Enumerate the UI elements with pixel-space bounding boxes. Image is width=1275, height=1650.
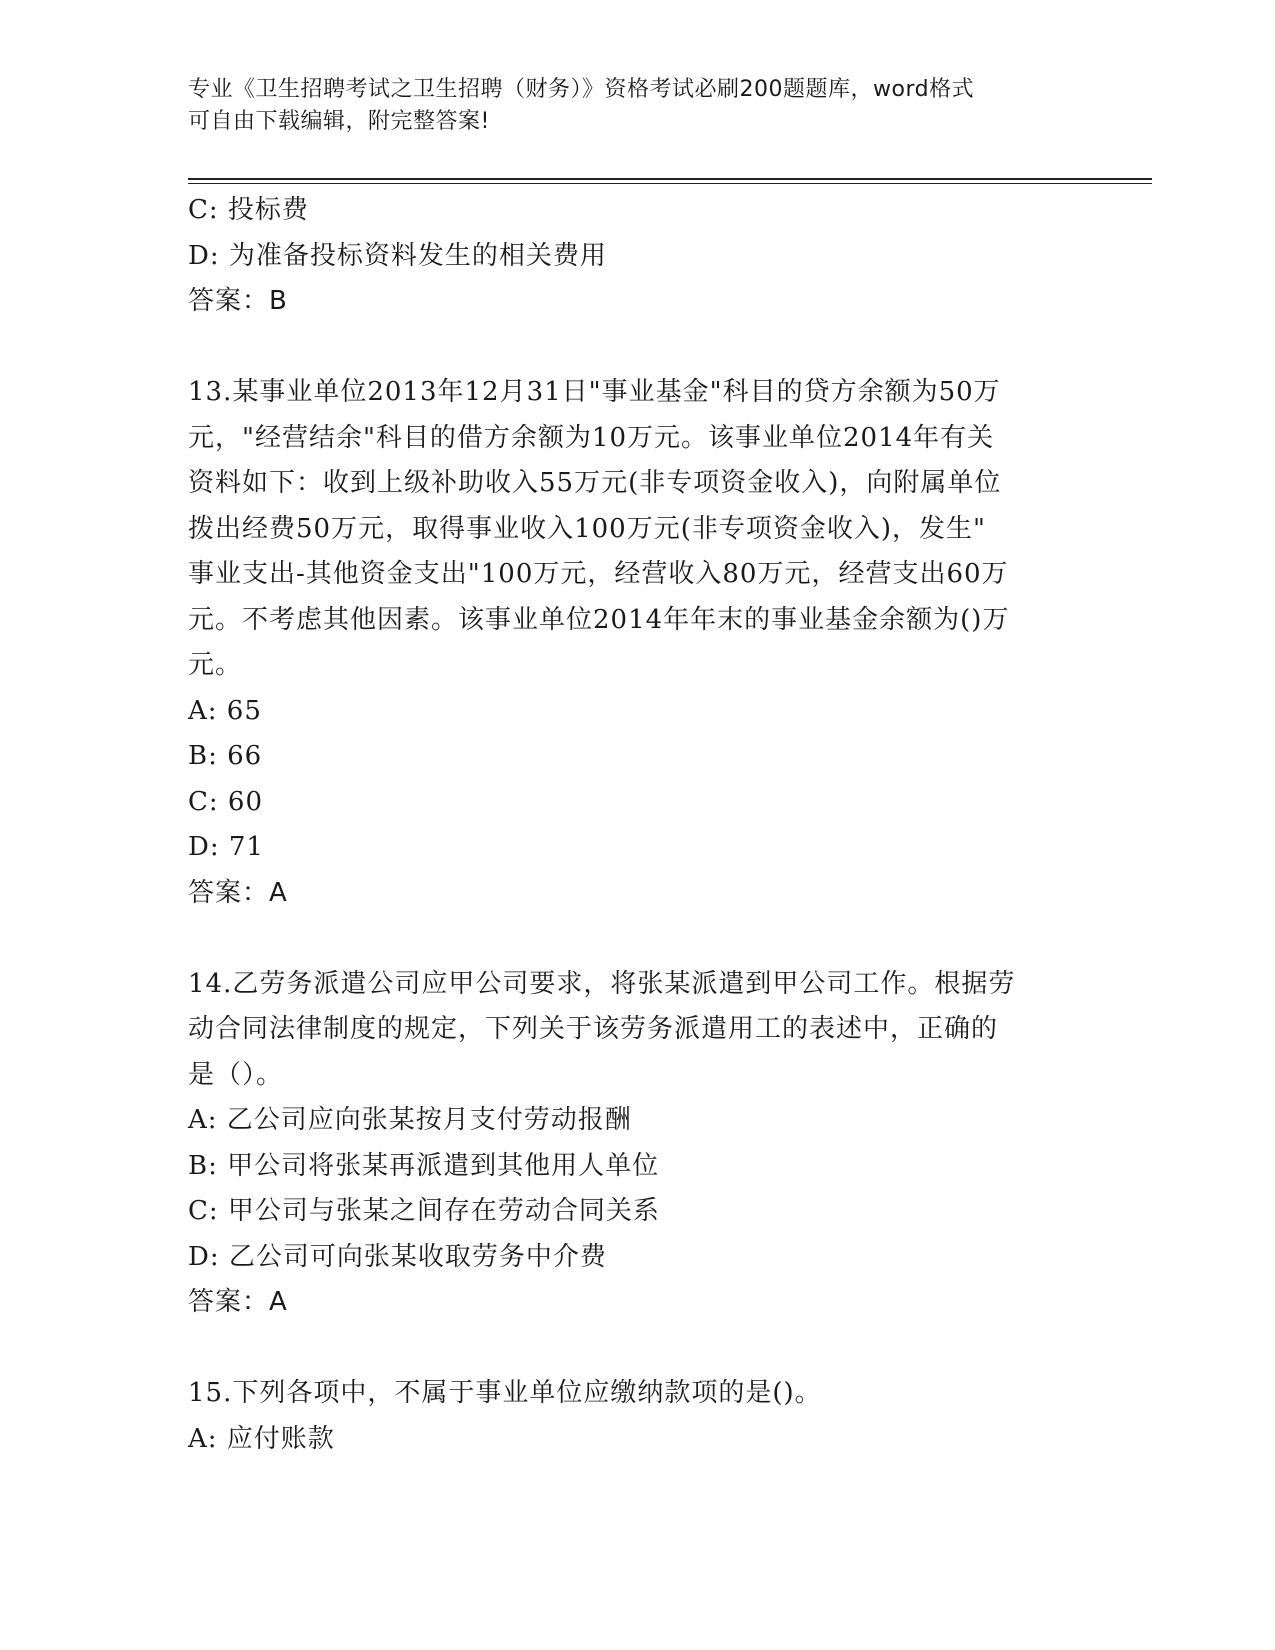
option-d: D: 为准备投标资料发生的相关费用: [188, 240, 607, 271]
question-13-line: 拨出经费50万元，取得事业收入100万元(非专项资金收入)，发生": [188, 513, 986, 544]
option-c: C: 投标费: [188, 195, 309, 225]
option-c: C: 甲公司与张某之间存在劳动合同关系: [188, 1196, 660, 1226]
option-b: B: 甲公司将张某再派遣到其他用人单位: [188, 1150, 660, 1181]
header-rule-thick: [188, 178, 1152, 180]
header-rule-thin: [188, 183, 1152, 184]
question-13-line: 资料如下：收到上级补助收入55万元(非专项资金收入)，向附属单位: [188, 468, 1002, 498]
question-13: [188, 370, 1088, 916]
header-line-1: 专业《卫生招聘考试之卫生招聘（财务）》资格考试必刷200题题库，word格式: [188, 77, 975, 102]
page-header: [188, 74, 1088, 138]
answer-line: 答案：A: [188, 1287, 288, 1317]
answer-line: 答案：A: [188, 877, 288, 908]
option-d: D: 乙公司可向张某收取劳务中介费: [188, 1241, 607, 1272]
question-14-line: 动合同法律制度的规定，下列关于该劳务派遣用工的表述中，正确的: [188, 1014, 999, 1044]
question-content: [188, 188, 1088, 1462]
question-14-line: 是（）。: [188, 1059, 284, 1090]
header-line-2: 可自由下载编辑，附完整答案!: [188, 109, 490, 134]
question-13-line: 元，"经营结余"科目的借方余额为10万元。该事业单位2014年有关: [188, 422, 995, 453]
answer-line: 答案：B: [188, 286, 288, 316]
question-13-line: 元。不考虑其他因素。该事业单位2014年年末的事业基金余额为()万: [188, 604, 1010, 635]
question-13-line: 元。: [188, 650, 243, 680]
option-a: A: 65: [188, 695, 262, 726]
option-b: B: 66: [188, 741, 263, 771]
option-c: C: 60: [188, 786, 264, 817]
question-15-line: 15.下列各项中，不属于事业单位应缴纳款项的是()。: [188, 1378, 822, 1408]
question-14-line: 14.乙劳务派遣公司应甲公司要求，将张某派遣到甲公司工作。根据劳: [188, 968, 1016, 999]
question-13-line: 13.某事业单位2013年12月31日"事业基金"科目的贷方余额为50万: [188, 377, 1001, 407]
question-15: [188, 1371, 1088, 1462]
option-d: D: 71: [188, 832, 264, 862]
option-a: A: 应付账款: [188, 1423, 335, 1454]
option-a: A: 乙公司应向张某按月支付劳动报酬: [188, 1105, 632, 1135]
question-14: [188, 962, 1088, 1326]
question-13-line: 事业支出-其他资金支出"100万元，经营收入80万元，经营支出60万: [188, 559, 1009, 589]
